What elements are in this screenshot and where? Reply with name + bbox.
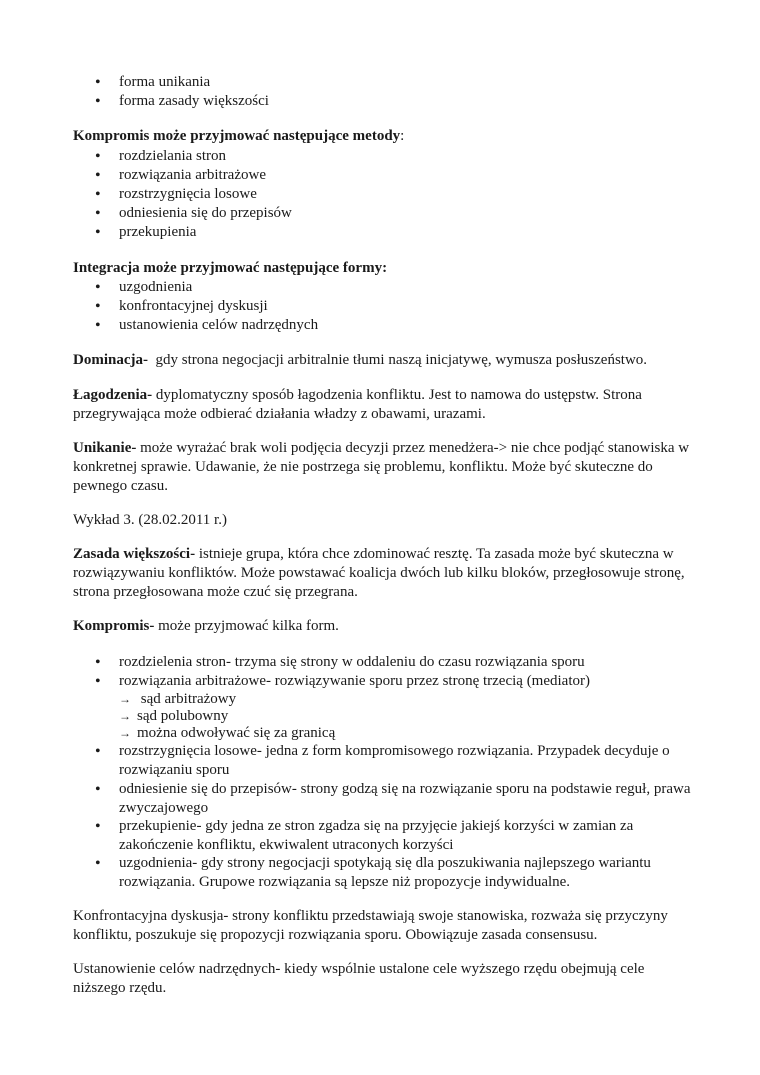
heading-bold: Kompromis może przyjmować następujące metody — [73, 128, 401, 144]
list-item: • ustanowienia celów nadrzędnych — [119, 316, 697, 335]
arrow-text: sąd arbitrażowy — [137, 691, 237, 707]
arrow-text: można odwoływać się za granicą — [137, 725, 336, 741]
list-item: • rozwiązania arbitrażowe — [119, 166, 697, 185]
definition: może przyjmować kilka form. — [154, 618, 339, 634]
list-item: • konfrontacyjnej dyskusji — [119, 297, 697, 316]
term: Kompromis- — [73, 618, 155, 634]
list-item: • odniesienia się do przepisów — [119, 204, 697, 223]
list-item: • rozdzielenia stron- trzyma się strony w oddaleniu do czasu rozwiązania sporu — [119, 653, 697, 672]
heading-bold: Integracja może przyjmować następujące formy: — [73, 260, 388, 276]
list-item: • forma unikania — [119, 73, 697, 92]
list-item: • rozdzielania stron — [119, 147, 697, 166]
list-item: • przekupienia — [119, 223, 697, 242]
term: Łagodzenia- — [73, 387, 153, 403]
term: Zasada większości- — [73, 546, 196, 562]
term: Dominacja- — [73, 352, 148, 368]
list-item: • rozwiązania arbitrażowe- rozwiązywanie sporu przez stronę trzecią (mediator) — [119, 672, 697, 691]
kompromis-paragraph — [73, 617, 695, 636]
term: Unikanie- — [73, 440, 137, 456]
dominacja-paragraph — [73, 351, 695, 370]
definition: istnieje grupa, która chce zdominować resztę. Ta zasada może być skuteczna w rozwiązywaniu konfliktów. Może powstawać koalicja dwóch lub kilku bloków, przegłosowuje stronę, strona przegłosowana może czuć się przegrana. — [73, 546, 685, 600]
list-item: • uzgodnienia — [119, 278, 697, 297]
definition: gdy strona negocjacji arbitralnie tłumi naszą inicjatywę, wymusza posłuszeństwo. — [148, 352, 648, 368]
definition: dyplomatyczny sposób łagodzenia konfliktu. Jest to namowa do ustępstw. Strona przegrywająca może odbierać działania władzy z obawami, urazami. — [73, 387, 642, 422]
arrow-icon: → — [119, 709, 131, 723]
lagodzenia-paragraph — [73, 386, 695, 424]
arrow-icon: → — [119, 692, 131, 706]
unikanie-paragraph — [73, 439, 695, 496]
list-item: • forma zasady większości — [119, 92, 697, 111]
kompromis-methods-heading — [73, 127, 695, 146]
integracja-heading — [73, 259, 695, 278]
list-item: • przekupienie- gdy jedna ze stron zgadza się na przyjęcie jakiejś korzyści w zamian za zakończenie konfliktu, ekwiwalent utraconych korzyści — [119, 817, 697, 855]
list-item: • uzgodnienia- gdy strony negocjacji spotykają się dla poszukiwania najlepszego wariantu rozwiązania. Grupowe rozwiązania są lepsze niż propozycje indywidualne. — [119, 854, 697, 892]
heading-colon: : — [400, 128, 405, 144]
ustanowienie-paragraph: Ustanowienie celów nadrzędnych- kiedy wspólnie ustalone cele wyższego rzędu obejmują cele niższego rzędu. — [73, 961, 645, 996]
list-item: • rozstrzygnięcia losowe- jedna z form kompromisowego rozwiązania. Przypadek decyduje o rozwiązaniu sporu — [119, 742, 697, 780]
list-item: • rozstrzygnięcia losowe — [119, 185, 697, 204]
konfrontacyjna-paragraph: Konfrontacyjna dyskusja- strony konfliktu przedstawiają swoje stanowiska, rozważa się przyczyny konfliktu, poszukuje się propozycji rozwiązania sporu. Obowiązuje zasada consensusu. — [73, 908, 668, 943]
arrow-item — [119, 724, 679, 743]
arrow-text: sąd polubowny — [137, 708, 229, 724]
zasada-paragraph — [73, 545, 695, 602]
definition: może wyrażać brak woli podjęcia decyzji przez menedżera-> nie chce podjąć stanowiska w konkretnej sprawie. Udawanie, że nie postrzega się problemu, konfliktu. Może być skuteczne do pewnego czasu. — [73, 440, 690, 494]
lecture-date: Wykład 3. (28.02.2011 r.) — [73, 512, 227, 528]
arrow-icon: → — [119, 726, 131, 740]
list-item: • odniesienie się do przepisów- strony godzą się na rozwiązanie sporu na podstawie reguł, prawa zwyczajowego — [119, 780, 697, 818]
